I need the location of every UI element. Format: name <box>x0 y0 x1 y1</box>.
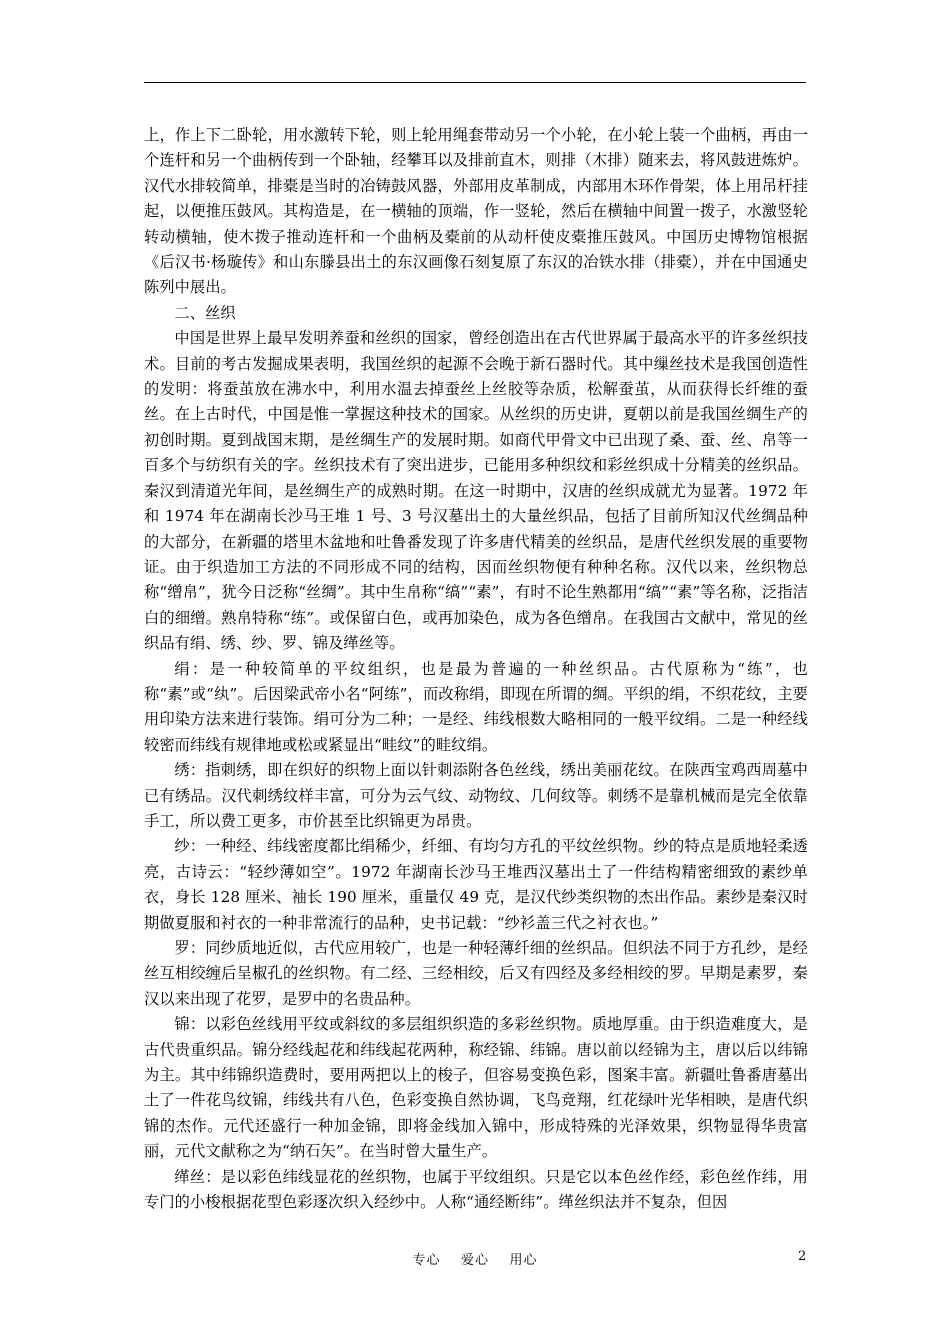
paragraph-xiu: 绣：指刺绣，即在织好的织物上面以针刺添附各色丝线，绣出美丽花纹。在陕西宝鸡西周墓中已有绣品。汉代刺绣纹样丰富，可分为云气纹、动物纹、几何纹等。刺绣不是靠机械而是完全依靠手工，所以费工更多，市价甚至比织锦更为昂贵。 <box>144 761 808 830</box>
paragraph-juan: 绢：是一种较简单的平纹组织，也是最为普遍的一种丝织品。古代原称为“练”，也称“素”或“纨”。后因梁武帝小名“阿练”，而改称绢，即现在所谓的绸。平织的绢，不织花纹，主要用印染方法来进行装饰。绢可分为二种；一是经、纬线根数大略相同的一般平纹绢。二是一种经线较密而纬线有规律地或松或紧显出“畦纹”的畦纹绢。 <box>144 659 808 754</box>
footer-motto: 专心 爱心 用心 <box>412 1253 538 1268</box>
paragraph-sha: 纱：一种经、纬线密度都比绢稀少，纤细、有均匀方孔的平纹丝织物。纱的特点是质地轻柔透亮，古诗云：“轻纱薄如空”。1972 年湖南长沙马王堆西汉墓出土了一件结构精密细致的素纱单衣，身长 128 厘米、袖长 190 厘米，重量仅 49 克，是汉代纱类织物的杰出作品。素纱是秦汉时期做夏服和衬衣的一种非常流行的品种，史书记载：“纱衫盖三代之衬衣也。” <box>144 837 808 932</box>
paragraph-luo: 罗：同纱质地近似，古代应用较广，也是一种轻薄纤细的丝织品。但织法不同于方孔纱，是经丝互相绞缠后呈椒孔的丝织物。有二经、三经相绞，后又有四经及多经相绞的罗。早期是素罗，秦汉以来出现了花罗，是罗中的名贵品种。 <box>144 939 808 1008</box>
page-body <box>144 123 808 1215</box>
paragraph-kesi: 缂丝：是以彩色纬线显花的丝织物，也属于平纹组织。只是它以本色丝作经，彩色丝作纬，用专门的小梭根据花型色彩逐次织入经纱中。人称“通经断纬”。缂丝织法并不复杂，但因 <box>144 1167 808 1212</box>
header-rule <box>144 82 806 83</box>
section-heading-silk-weaving: 二、丝织 <box>174 303 236 322</box>
paragraph-silk-history: 中国是世界上最早发明养蚕和丝织的国家，曾经创造出在古代世界属于最高水平的许多丝织技术。目前的考古发掘成果表明，我国丝织的起源不会晚于新石器时代。其中缫丝技术是我国创造性的发明：将蚕茧放在沸水中，利用水温去掉蚕丝上丝胶等杂质，松解蚕茧，从而获得长纤维的蚕丝。在上古时代，中国是惟一掌握这种技术的国家。从丝织的历史讲，夏朝以前是我国丝绸生产的初创时期。夏到战国末期，是丝绸生产的发展时期。如商代甲骨文中已出现了桑、蚕、丝、帛等一百多个与纺织有关的字。丝织技术有了突出进步，已能用多种织纹和彩丝织成十分精美的丝织品。秦汉到清道光年间，是丝绸生产的成熟时期。在这一时期中，汉唐的丝织成就尤为显著。1972 年和 1974 年在湖南长沙马王堆 1 号、3 号汉墓出土的大量丝织品，包括了目前所知汉代丝绸品种的大部分，在新疆的塔里木盆地和吐鲁番发现了许多唐代精美的丝织品，是唐代丝织发展的重要物证。由于织造加工方法的不同形成不同的结构，因而丝织物便有种种名称。汉代以来，丝织物总称“缯帛”，犹今日泛称“丝绸”。其中生帛称“缟”“素”，有时不论生熟都用“缟”“素”等名称，泛指洁白的细缯。熟帛特称“练”。或保留白色，或再加染色，成为各色缯帛。在我国古文献中，常见的丝织品有绢、绣、纱、罗、锦及缂丝等。 <box>144 329 808 653</box>
paragraph-water-bellows: 上，作上下二卧轮，用水激转下轮，则上轮用绳套带动另一个小轮，在小轮上装一个曲柄，再由一个连杆和另一个曲柄传到一个卧轴，经攀耳以及排前直木，则排（木排）随来去，将风鼓进炼炉。汉代水排较简单，排橐是当时的冶铸鼓风器，外部用皮革制成，内部用木环作骨架，体上用吊杆挂起，以便推压鼓风。其构造是，在一横轴的顶端，作一竖轮，然后在横轴中间置一拨子，水激竖轮转动横轴，使木拨子推动连杆和一个曲柄及橐前的从动杆使皮橐推压鼓风。中国历史博物馆根据《后汉书·杨璇传》和山东滕县出土的东汉画像石刻复原了东汉的冶铁水排（排橐），并在中国通史陈列中展出。 <box>144 126 808 297</box>
page-number: 2 <box>798 1249 807 1264</box>
paragraph-jin: 锦：以彩色丝线用平纹或斜纹的多层组织织造的多彩丝织物。质地厚重。由于织造难度大，是古代贵重织品。锦分经线起花和纬线起花两种，称经锦、纬锦。唐以前以经锦为主，唐以后以纬锦为主。其中纬锦织造费时，要用两把以上的梭子，但容易变换色彩，图案丰富。新疆吐鲁番唐墓出土了一件花鸟纹锦，纬线共有八色，色彩变换自然协调，飞鸟竞翔，红花绿叶光华相映，是唐代织锦的杰作。元代还盛行一种加金锦，即将金线加入锦中，形成特殊的光泽效果，织物显得华贵富丽，元代文献称之为“纳石矢”。在当时曾大量生产。 <box>144 1015 808 1161</box>
